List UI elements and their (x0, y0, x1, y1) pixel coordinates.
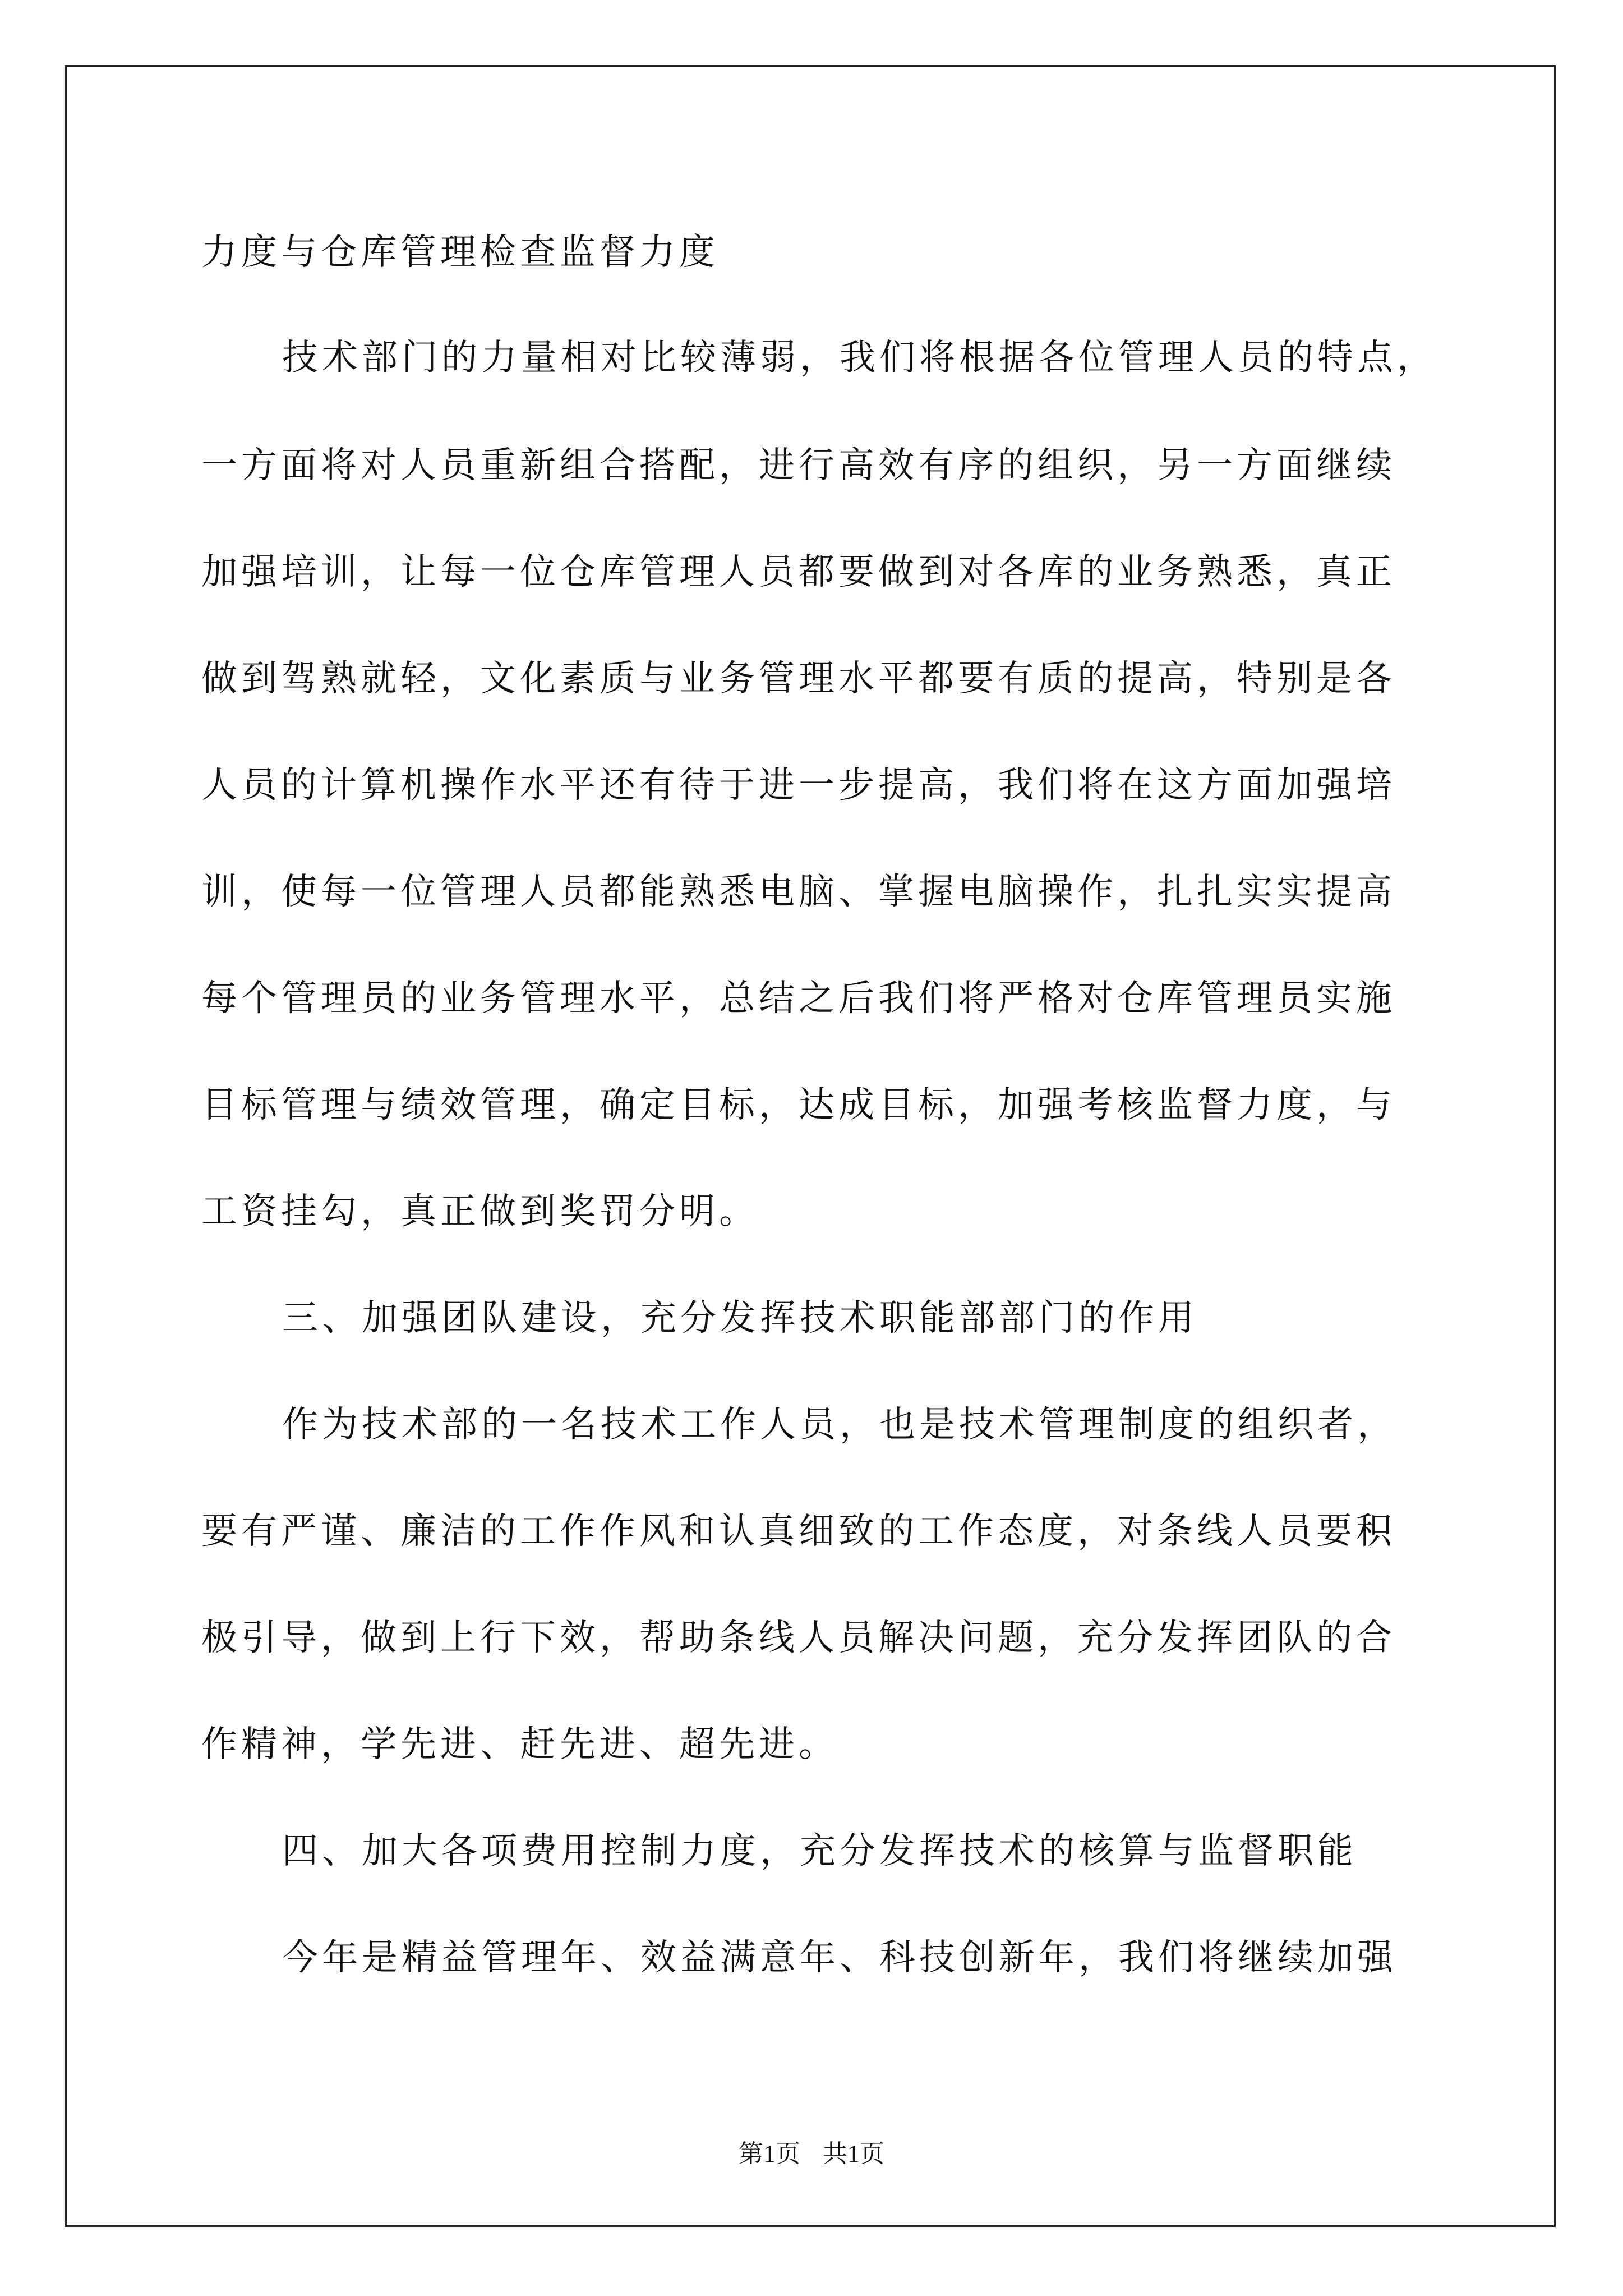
text-line: 要有严谨、廉洁的工作作风和认真细致的工作态度，对条线人员要积 (201, 1511, 1396, 1552)
text-line: 力度与仓库管理检查监督力度 (201, 232, 719, 273)
page-footer (0, 2138, 1623, 2170)
text-line: 每个管理员的业务管理水平，总结之后我们将严格对仓库管理员实施 (201, 978, 1396, 1019)
text-line: 作为技术部的一名技术工作人员，也是技术管理制度的组织者， (282, 1404, 1397, 1446)
text-line: 人员的计算机操作水平还有待于进一步提高，我们将在这方面加强培 (201, 765, 1396, 806)
text-line: 工资挂勾，真正做到奖罚分明。 (201, 1191, 759, 1232)
section-heading: 三、加强团队建设，充分发挥技术职能部部门的作用 (282, 1297, 1198, 1339)
page-border (65, 65, 1556, 2227)
text-line: 做到驾熟就轻，文化素质与业务管理水平都要有质的提高，特别是各 (201, 658, 1396, 700)
text-line: 加强培训，让每一位仓库管理人员都要做到对各库的业务熟悉，真正 (201, 551, 1396, 593)
text-line: 今年是精益管理年、效益满意年、科技创新年，我们将继续加强 (282, 1937, 1397, 1978)
text-line: 一方面将对人员重新组合搭配，进行高效有序的组织，另一方面继续 (201, 445, 1396, 486)
page-number: 第1页 (739, 2140, 800, 2168)
text-line: 极引导，做到上行下效，帮助条线人员解决问题，充分发挥团队的合 (201, 1617, 1396, 1659)
page-total: 共1页 (823, 2140, 884, 2168)
text-line: 技术部门的力量相对比较薄弱，我们将根据各位管理人员的特点， (282, 337, 1437, 379)
text-line: 作精神，学先进、赶先进、超先进。 (201, 1724, 838, 1765)
text-line: 目标管理与绩效管理，确定目标，达成目标，加强考核监督力度，与 (201, 1084, 1396, 1126)
section-heading: 四、加大各项费用控制力度，充分发挥技术的核算与监督职能 (282, 1830, 1357, 1872)
text-line: 训，使每一位管理人员都能熟悉电脑、掌握电脑操作，扎扎实实提高 (201, 871, 1396, 913)
